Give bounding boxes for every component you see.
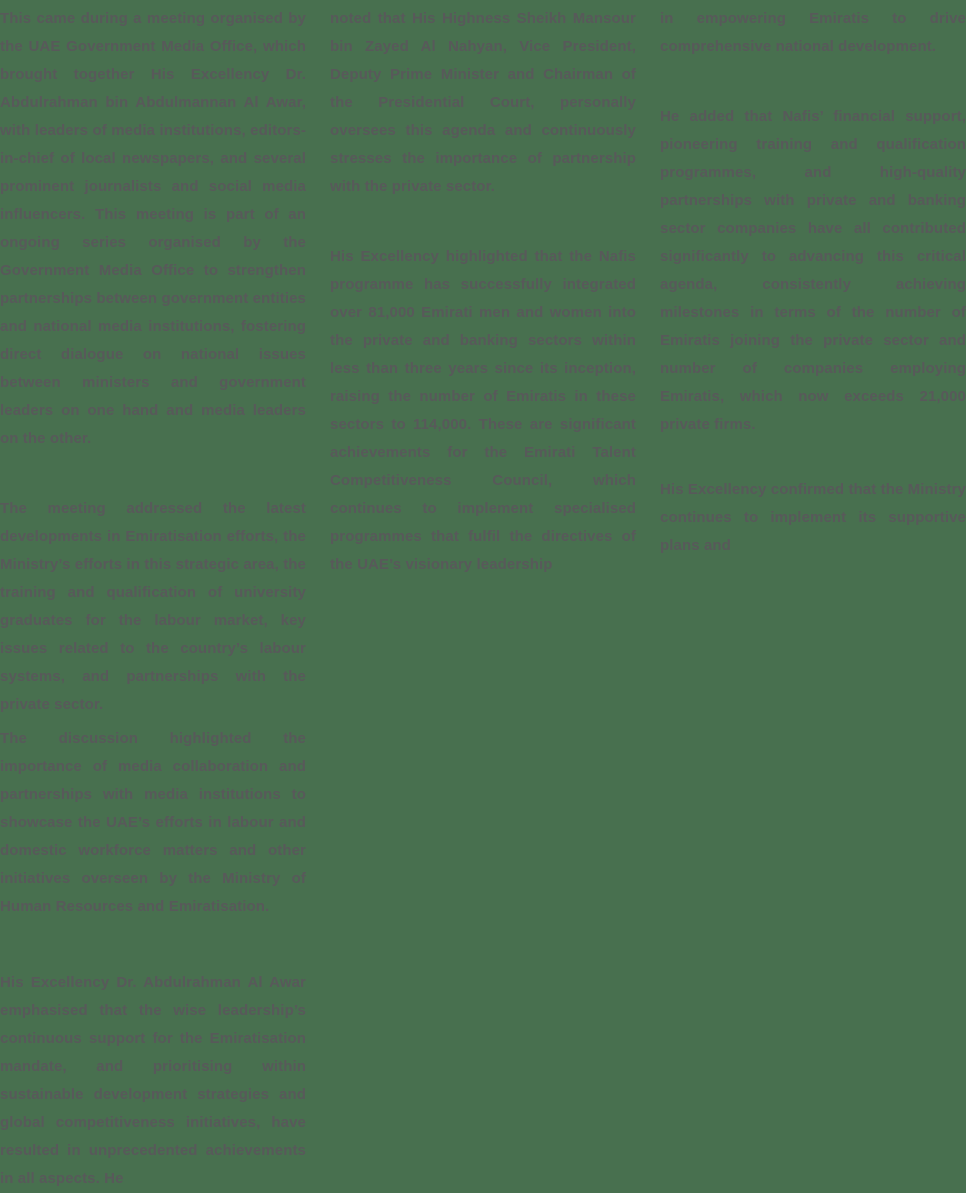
paragraph-meeting-intro: This came during a meeting organised by the UAE Government Media Office, which brought together His Excellency Dr. Abdulrahman bin Abdulmannan Al Awar, with leaders of media institutions, editors-in-chief of local newspapers, and several prominent journalists and social media influencers. This meeting is part of an ongoing series organised by the Government Media Office to strengthen partnerships between government entities and national media institutions, fostering direct dialogue on national issues between ministers and government leaders on one hand and media leaders on the other. [0, 10, 306, 447]
article-column-3 [660, 5, 966, 1045]
paragraph-nafis-support: He added that Nafis’ financial support, pioneering training and qualification programmes, and high-quality partnerships with private and banking sector companies have all contributed significantly to advancing this critical agenda, consistently achieving milestones in terms of the number of Emiratis joining the private sector and number of companies employing Emiratis, which now exceeds 21,000 private firms. [660, 108, 966, 433]
paragraph-national-development: in empowering Emiratis to drive comprehensive national development. [660, 10, 966, 55]
paragraph-sheikh-mansour: noted that His Highness Sheikh Mansour bin Zayed Al Nahyan, Vice President, Deputy Prime Minister and Chairman of the Presidential Court, personally oversees this agenda and continuously stresses the importance of partnership with the private sector. [330, 10, 636, 195]
paragraph-ministry-plans: His Excellency confirmed that the Ministry continues to implement its supportive plans and [660, 481, 966, 554]
paragraph-media-collaboration: The discussion highlighted the importance of media collaboration and partnerships with media institutions to showcase the UAE’s efforts in labour and domestic workforce matters and other initiatives overseen by the Ministry of Human Resources and Emiratisation. [0, 730, 306, 915]
article-column-1 [0, 5, 306, 1187]
paragraph-meeting-topics: The meeting addressed the latest developments in Emiratisation efforts, the Ministry’s efforts in this strategic area, the training and qualification of university graduates for the labour market, key issues related to the country’s labour systems, and partnerships with the private sector. [0, 500, 306, 713]
paragraph-leadership-support: His Excellency Dr. Abdulrahman Al Awar emphasised that the wise leadership’s continuous support for the Emiratisation mandate, and prioritising within sustainable development strategies and global competitiveness initiatives, have resulted in unprecedented achievements in all aspects. He [0, 974, 306, 1187]
article-column-2 [330, 5, 636, 1045]
paragraph-nafis-programme: His Excellency highlighted that the Nafis programme has successfully integrated over 81,000 Emirati men and women into the private and banking sectors within less than three years since its inception, raising the number of Emiratis in these sectors to 114,000. These are significant achievements for the Emirati Talent Competitiveness Council, which continues to implement specialised programmes that fulfil the directives of the UAE’s visionary leadership [330, 248, 636, 573]
